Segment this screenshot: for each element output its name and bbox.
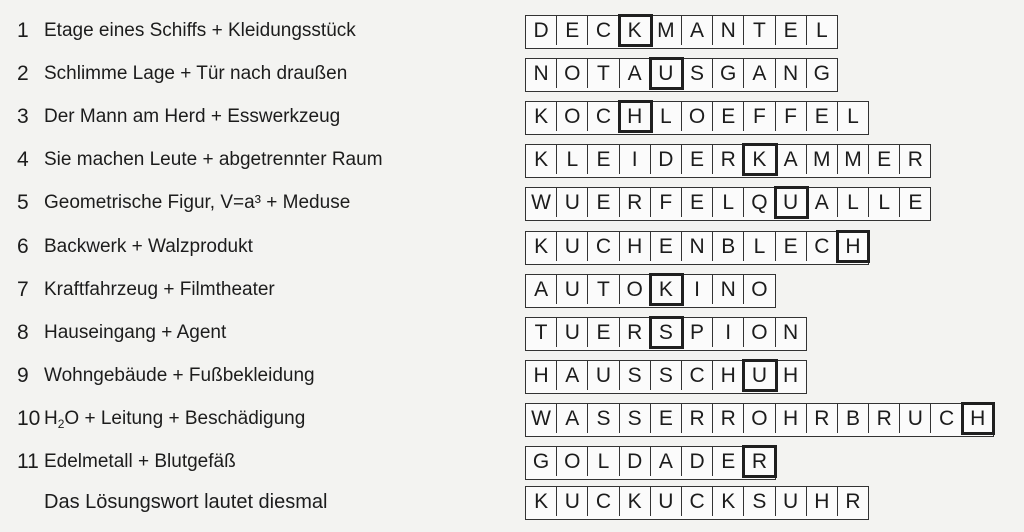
letter-cell: A: [744, 59, 775, 88]
answer-grid: [525, 231, 869, 265]
clue-number: 11: [17, 450, 39, 473]
letter-cell: U: [557, 232, 588, 261]
clue-text: [44, 402, 305, 441]
letter-cell: R: [907, 148, 923, 172]
highlighted-letter-cell: H: [620, 102, 651, 131]
solution-row: [0, 485, 1024, 519]
clue-row: [0, 14, 1024, 48]
highlighted-letter-cell: S: [651, 318, 682, 347]
letter-cell: E: [682, 145, 713, 174]
letter-cell: T: [526, 318, 557, 347]
letter-cell: P: [682, 318, 713, 347]
letter-cell: E: [651, 232, 682, 261]
clue-number: 10: [17, 406, 41, 430]
letter-cell: U: [651, 487, 682, 516]
answer-grid: [525, 274, 776, 308]
highlighted-letter-cell: H: [963, 404, 993, 433]
clue-row: [0, 100, 1024, 134]
solution-grid: [525, 486, 869, 520]
letter-cell: O: [620, 275, 651, 304]
letter-cell: I: [713, 318, 744, 347]
clue-number: 1: [17, 19, 29, 42]
letter-cell: E: [588, 318, 619, 347]
letter-cell: T: [588, 275, 619, 304]
letter-cell: L: [815, 19, 828, 42]
letter-cell: N: [776, 59, 807, 88]
clue-text: Kraftfahrzeug + Filmtheater: [44, 278, 275, 300]
letter-cell: R: [807, 404, 838, 433]
letter-cell: N: [713, 16, 744, 45]
clue-row: [0, 143, 1024, 177]
letter-cell: E: [588, 188, 619, 217]
letter-cell: I: [620, 145, 651, 174]
letter-cell: S: [620, 404, 651, 433]
letter-cell: F: [651, 188, 682, 217]
clue-text: Etage eines Schiffs + Kleidungsstück: [44, 20, 356, 41]
clue-number: 5: [17, 191, 29, 215]
letter-cell: S: [682, 59, 713, 88]
clue-text-part: H: [44, 407, 58, 429]
letter-cell: E: [869, 145, 900, 174]
clue-text-part: O + Leitung + Beschädigung: [64, 407, 306, 429]
letter-cell: C: [588, 232, 619, 261]
letter-cell: A: [776, 145, 807, 174]
letter-cell: K: [713, 487, 744, 516]
clue-row: [0, 186, 1024, 220]
highlighted-letter-cell: U: [651, 59, 682, 88]
letter-cell: U: [557, 487, 588, 516]
answer-grid: [525, 101, 869, 135]
clue-row: [0, 273, 1024, 307]
letter-cell: E: [776, 16, 807, 45]
letter-cell: R: [713, 404, 744, 433]
letter-cell: L: [744, 232, 775, 261]
letter-cell: E: [713, 447, 744, 476]
clue-row: [0, 445, 1024, 479]
clue-number: 9: [17, 363, 29, 387]
clue-number: 7: [17, 277, 29, 301]
answer-grid: [525, 15, 838, 49]
letter-cell: A: [526, 275, 557, 304]
letter-cell: U: [557, 275, 588, 304]
letter-cell: E: [557, 16, 588, 45]
letter-cell: U: [588, 361, 619, 390]
highlighted-letter-cell: K: [620, 16, 651, 45]
answer-grid: [525, 317, 807, 351]
clue-number: 4: [17, 148, 29, 172]
letter-cell: R: [682, 404, 713, 433]
clue-row: [0, 230, 1024, 264]
letter-cell: G: [813, 62, 830, 86]
letter-cell: K: [526, 487, 557, 516]
letter-cell: L: [838, 188, 869, 217]
letter-cell: S: [620, 361, 651, 390]
clue-row: [0, 316, 1024, 350]
letter-cell: A: [620, 59, 651, 88]
highlighted-letter-cell: H: [838, 232, 868, 261]
letter-cell: E: [713, 102, 744, 131]
letter-cell: A: [682, 16, 713, 45]
letter-cell: C: [588, 102, 619, 131]
letter-cell: K: [526, 102, 557, 131]
letter-cell: A: [557, 404, 588, 433]
highlighted-letter-cell: U: [744, 361, 775, 390]
letter-cell: E: [651, 404, 682, 433]
letter-cell: K: [620, 487, 651, 516]
letter-cell: B: [713, 232, 744, 261]
letter-cell: R: [620, 318, 651, 347]
letter-cell: M: [651, 16, 682, 45]
letter-cell: T: [744, 16, 775, 45]
clue-number: 8: [17, 320, 29, 344]
letter-cell: D: [682, 447, 713, 476]
letter-cell: R: [713, 145, 744, 174]
clue-text: Hauseingang + Agent: [44, 321, 227, 343]
letter-cell: N: [682, 232, 713, 261]
letter-cell: N: [783, 320, 799, 344]
letter-cell: E: [908, 191, 923, 215]
letter-cell: R: [620, 188, 651, 217]
clue-text: Edelmetall + Blutgefäß: [44, 451, 236, 472]
letter-cell: U: [900, 404, 931, 433]
letter-cell: K: [526, 145, 557, 174]
clue-row: [0, 359, 1024, 393]
clue-row: [0, 402, 1024, 436]
highlighted-letter-cell: U: [776, 188, 807, 217]
letter-cell: L: [651, 102, 682, 131]
clue-number: 3: [17, 105, 29, 129]
letter-cell: H: [776, 404, 807, 433]
letter-cell: S: [588, 404, 619, 433]
answer-grid: [525, 58, 838, 92]
highlighted-letter-cell: K: [651, 275, 682, 304]
letter-cell: H: [526, 361, 557, 390]
letter-cell: A: [557, 361, 588, 390]
letter-cell: G: [713, 59, 744, 88]
clue-text: Der Mann am Herd + Esswerkzeug: [44, 106, 341, 128]
letter-cell: T: [588, 59, 619, 88]
letter-cell: C: [682, 361, 713, 390]
letter-cell: O: [744, 318, 775, 347]
clue-text: Schlimme Lage + Tür nach draußen: [44, 63, 348, 85]
letter-cell: M: [807, 145, 838, 174]
letter-cell: D: [620, 447, 651, 476]
letter-cell: L: [713, 188, 744, 217]
letter-cell: G: [526, 447, 557, 476]
answer-grid: [525, 187, 931, 221]
letter-cell: K: [526, 232, 557, 261]
letter-cell: U: [557, 188, 588, 217]
answer-grid: [525, 446, 776, 480]
letter-cell: S: [744, 487, 775, 516]
letter-cell: C: [807, 232, 838, 261]
letter-cell: F: [744, 102, 775, 131]
letter-cell: U: [557, 318, 588, 347]
letter-cell: A: [807, 188, 838, 217]
letter-cell: O: [744, 404, 775, 433]
letter-cell: R: [845, 490, 861, 514]
letter-cell: D: [526, 16, 557, 45]
letter-cell: C: [931, 404, 962, 433]
letter-cell: S: [651, 361, 682, 390]
clue-text: Geometrische Figur, V=a³ + Meduse: [44, 192, 351, 214]
letter-cell: F: [776, 102, 807, 131]
letter-cell: W: [526, 188, 557, 217]
clue-row: [0, 57, 1024, 91]
letter-cell: D: [651, 145, 682, 174]
letter-cell: U: [776, 487, 807, 516]
answer-grid: [525, 403, 994, 437]
letter-cell: O: [751, 277, 768, 301]
letter-cell: O: [557, 447, 588, 476]
letter-cell: E: [682, 188, 713, 217]
clue-subscript: 2: [57, 416, 65, 431]
letter-cell: L: [847, 105, 859, 129]
letter-cell: C: [682, 487, 713, 516]
letter-cell: Q: [744, 188, 775, 217]
letter-cell: R: [869, 404, 900, 433]
clue-text: Sie machen Leute + abgetrennter Raum: [44, 149, 383, 171]
clue-text: Wohngebäude + Fußbekleidung: [44, 364, 315, 386]
clue-text: Backwerk + Walzprodukt: [44, 235, 253, 257]
letter-cell: L: [869, 188, 900, 217]
highlighted-letter-cell: K: [744, 145, 775, 174]
letter-cell: E: [588, 145, 619, 174]
letter-cell: O: [557, 102, 588, 131]
solution-label: Das Lösungswort lautet diesmal: [44, 491, 328, 514]
letter-cell: N: [713, 275, 744, 304]
letter-cell: H: [783, 363, 799, 387]
letter-cell: M: [838, 145, 869, 174]
clue-number: 2: [17, 62, 29, 86]
letter-cell: L: [557, 145, 588, 174]
letter-cell: O: [682, 102, 713, 131]
letter-cell: W: [526, 404, 557, 433]
letter-cell: L: [588, 447, 619, 476]
highlighted-letter-cell: R: [744, 447, 774, 476]
letter-cell: E: [776, 232, 807, 261]
letter-cell: C: [588, 487, 619, 516]
letter-cell: O: [557, 59, 588, 88]
clue-number: 6: [17, 234, 29, 258]
answer-grid: [525, 144, 931, 178]
letter-cell: H: [713, 361, 744, 390]
letter-cell: I: [682, 275, 713, 304]
letter-cell: B: [838, 404, 869, 433]
letter-cell: A: [651, 447, 682, 476]
letter-cell: N: [526, 59, 557, 88]
letter-cell: E: [807, 102, 838, 131]
letter-cell: H: [807, 487, 838, 516]
letter-cell: C: [588, 16, 619, 45]
letter-cell: H: [620, 232, 651, 261]
answer-grid: [525, 360, 807, 394]
